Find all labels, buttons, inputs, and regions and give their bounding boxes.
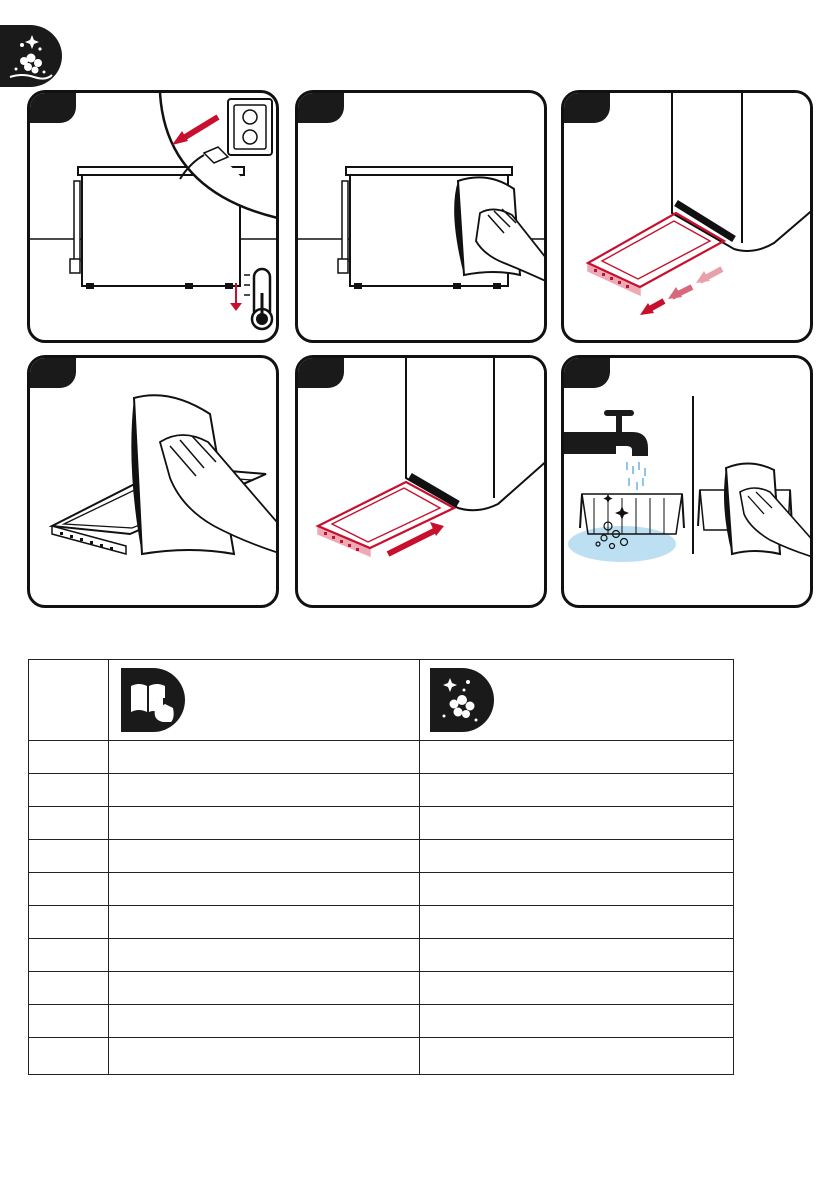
table-cell xyxy=(108,807,420,840)
cleaning-sparkle-icon xyxy=(0,25,62,87)
table-cell xyxy=(108,840,420,873)
table-cell xyxy=(29,741,109,774)
step-6-panel xyxy=(561,355,813,608)
table-row xyxy=(29,774,734,807)
step-2-panel xyxy=(295,90,547,343)
table-cell xyxy=(108,972,420,1005)
header-cell-manual xyxy=(108,660,420,741)
table-cell xyxy=(29,972,109,1005)
table-row xyxy=(29,741,734,774)
table-cell xyxy=(420,939,734,972)
table-cell xyxy=(29,1038,109,1075)
table-cell xyxy=(420,840,734,873)
table-cell xyxy=(29,939,109,972)
insert-crumb-tray-illustration xyxy=(298,358,547,608)
table-cell xyxy=(420,774,734,807)
table-cell xyxy=(108,906,420,939)
table-row xyxy=(29,873,734,906)
table-cell xyxy=(29,1005,109,1038)
header-cell-empty xyxy=(29,660,109,741)
step-3-panel xyxy=(561,90,813,343)
table-cell xyxy=(420,807,734,840)
table-cell xyxy=(108,1038,420,1075)
table-cell xyxy=(29,840,109,873)
step-4-panel xyxy=(27,355,279,608)
table-cell xyxy=(29,906,109,939)
table-cell xyxy=(420,906,734,939)
read-manual-icon xyxy=(121,668,185,732)
wipe-crumb-tray-illustration xyxy=(30,358,279,608)
table-cell xyxy=(108,1005,420,1038)
table-row xyxy=(29,840,734,873)
table-cell xyxy=(29,873,109,906)
table-header-row xyxy=(29,660,734,741)
table-row xyxy=(29,972,734,1005)
pull-out-crumb-tray-illustration xyxy=(564,93,813,343)
table-row xyxy=(29,906,734,939)
table-cell xyxy=(108,939,420,972)
table-cell xyxy=(420,1038,734,1075)
unplug-and-cool-down-illustration xyxy=(30,93,279,343)
table-cell xyxy=(108,741,420,774)
cleaning-schedule-table xyxy=(28,659,734,1075)
header-cell-cleaning xyxy=(420,660,734,741)
table-cell xyxy=(420,873,734,906)
table-row xyxy=(29,1005,734,1038)
rinse-and-dry-tray-illustration xyxy=(564,358,813,608)
table-cell xyxy=(420,972,734,1005)
table-cell xyxy=(29,807,109,840)
wipe-housing-illustration xyxy=(298,93,547,343)
table-cell xyxy=(420,741,734,774)
table-cell xyxy=(108,873,420,906)
table-cell xyxy=(108,774,420,807)
table-row xyxy=(29,1038,734,1075)
cleaning-sparkle-icon xyxy=(430,668,494,732)
table-row xyxy=(29,939,734,972)
table-cell xyxy=(420,1005,734,1038)
table-row xyxy=(29,807,734,840)
table-cell xyxy=(29,774,109,807)
step-1-panel xyxy=(27,90,279,343)
step-5-panel xyxy=(295,355,547,608)
